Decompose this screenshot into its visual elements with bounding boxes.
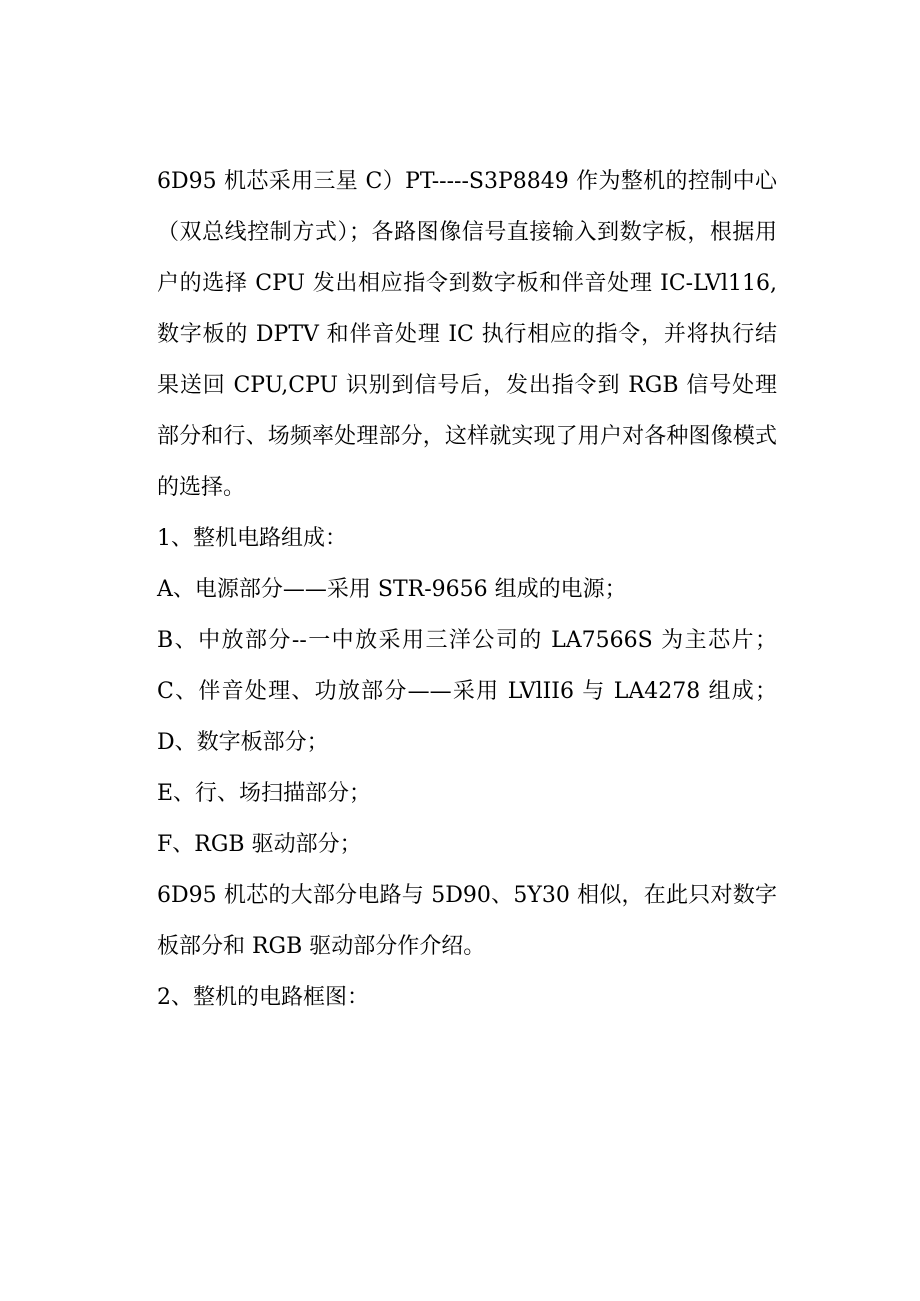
document-body <box>157 156 777 1023</box>
paragraph-similarity: 6D95 机芯的大部分电路与 5D90、5Y30 相似，在此只对数字板部分和 RGB 驱动部分作介绍。 <box>157 883 777 959</box>
paragraph-intro: 6D95 机芯采用三星 C）PT-----S3P8849 作为整机的控制中心（双总线控制方式）；各路图像信号直接输入到数字板，根据用户的选择 CPU 发出相应指令到数字板和伴音处理 IC-LVl116,数字板的 DPTV 和伴音处理 IC 执行相应的指令，并将执行结果送回 CPU,CPU 识别到信号后，发出指令到 RGB 信号处理部分和行、场频率处理部分，这样就实现了用户对各种图像模式的选择。 <box>157 169 777 500</box>
heading-block-diagram: 2、整机的电路框图： <box>157 985 369 1010</box>
list-item-power: A、电源部分——采用 STR-9656 组成的电源； <box>157 577 627 602</box>
list-item-scan: E、行、场扫描部分； <box>157 781 372 806</box>
heading-circuit-composition: 1、整机电路组成： <box>157 526 347 551</box>
list-item-rgb: F、RGB 驱动部分； <box>157 832 362 857</box>
list-item-if-audio-digital: B、中放部分--一中放采用三洋公司的 LA7566S 为主芯片；C、伴音处理、功放部分——采用 LVlII6 与 LA4278 组成；D、数字板部分； <box>157 628 777 755</box>
